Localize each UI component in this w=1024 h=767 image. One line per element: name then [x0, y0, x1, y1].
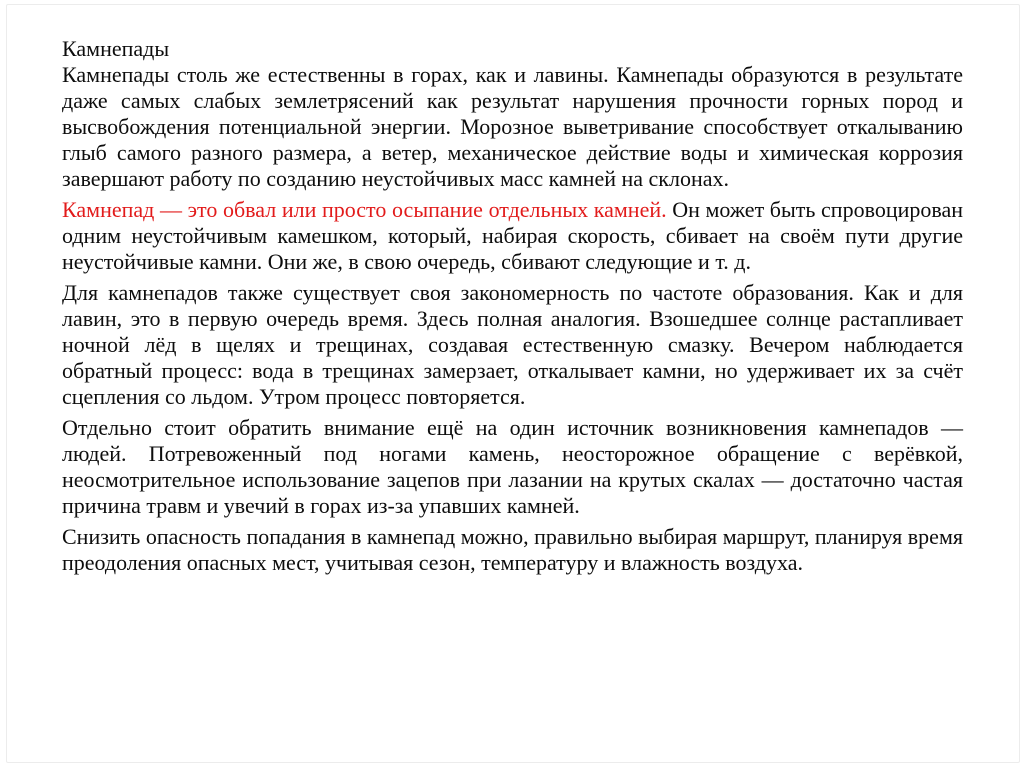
rockfall-definition-continuation: Он может быть спровоцирован одним неустойчивым камешком, который, набирая скорость, сбивает на своём пути другие неустойчивые камни. Они же, в свою очередь, сбивают следующие и т. д.: [62, 197, 964, 274]
paragraph-human-caused-rockfalls: Отдельно стоит обратить внимание ещё на один источник возникновения камнепадов — людей. Потревоженный под ногами камень, неосторожное обращение с верёвкой, неосмотрительное использование зацепов при лазании на крутых скалах — достаточно частая причина травм и увечий в горах из-за упавших камней.: [62, 415, 963, 518]
paragraph-rockfall-timing: Для камнепадов также существует своя закономерность по частоте образования. Как и для лавин, это в первую очередь время. Здесь полная аналогия. Взошедшее солнце растапливает ночной лёд в щелях и трещинах, создавая естественную смазку. Вечером наблюдается обратный процесс: вода в трещинах замерзает, откалывает камни, но удерживает их за счёт сцепления со льдом. Утром процесс повторяется.: [62, 280, 963, 409]
paragraph-rockfall-definition: [62, 197, 963, 275]
slide-title: Камнепады: [62, 36, 170, 61]
paragraph-rockfalls-nature: Камнепады столь же естественны в горах, как и лавины. Камнепады образуются в результате даже самых слабых землетрясений как результат нарушения прочности горных пород и высвобождения потенциальной энергии. Морозное выветривание способствует откалыванию глыб самого разного размера, а ветер, механическое действие воды и химическая коррозия завершают работу по созданию неустойчивых масс камней на склонах.: [62, 62, 963, 191]
paragraph-risk-reduction: Снизить опасность попадания в камнепад можно, правильно выбирая маршрут, планируя время преодоления опасных мест, учитывая сезон, температуру и влажность воздуха.: [62, 524, 963, 575]
slide-text-block: [62, 36, 963, 576]
rockfall-definition-highlight: Камнепад — это обвал или просто осыпание отдельных камней.: [62, 197, 667, 222]
